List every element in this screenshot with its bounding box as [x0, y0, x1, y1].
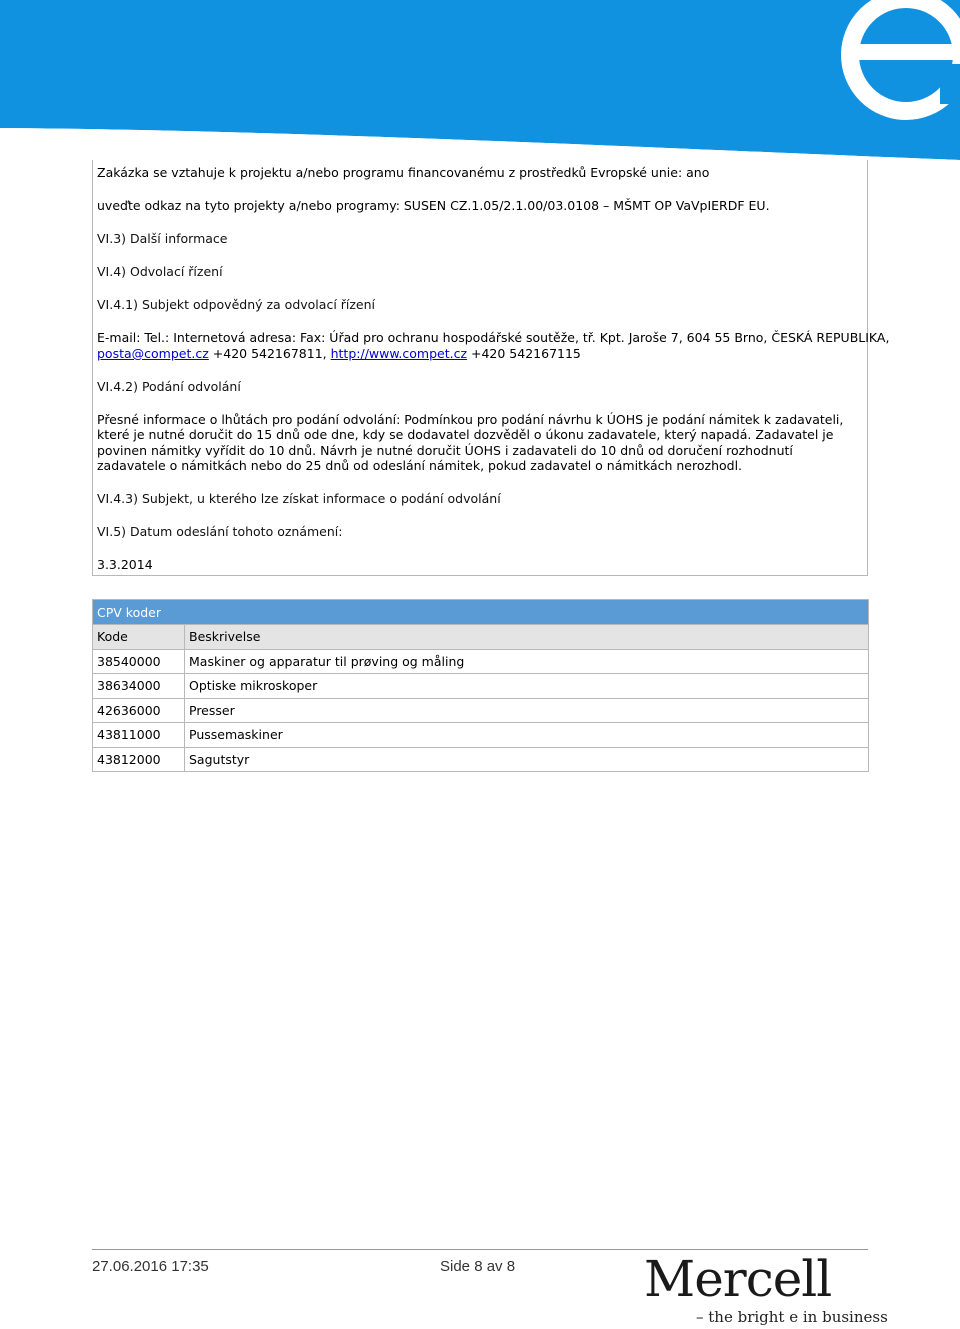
table-row [93, 674, 869, 699]
heading-vi41: VI.4.1) Subjekt odpovědný za odvolací řízení [97, 297, 376, 312]
contact-address-line: E-mail: Tel.: Internetová adresa: Fax: Úřad pro ochranu hospodářské soutěže, tř. Kpt. Jaroše 7, 604 55 Brno, ČESKÁ REPUBLIKA, [97, 330, 890, 345]
cpv-code-cell: 38634000 [93, 674, 185, 699]
cpv-title: CPV koder [93, 600, 869, 625]
cpv-desc-cell: Maskiner og apparatur til prøving og måling [185, 649, 869, 674]
contact-details-line [97, 346, 581, 361]
heading-vi42: VI.4.2) Podání odvolání [97, 379, 241, 394]
eu-reference-line: uveďte odkaz na tyto projekty a/nebo programy: SUSEN CZ.1.05/2.1.00/03.0108 – MŠMT OP VaVpIERDF EU. [97, 198, 770, 213]
heading-vi5: VI.5) Datum odeslání tohoto oznámení: [97, 524, 343, 539]
cpv-desc-cell: Optiske mikroskoper [185, 674, 869, 699]
contact-email-link[interactable]: posta@compet.cz [97, 346, 209, 361]
banner-graphic [0, 0, 960, 160]
heading-vi4: VI.4) Odvolací řízení [97, 264, 223, 279]
cpv-header-row [93, 625, 869, 650]
col-header-code: Kode [93, 625, 185, 650]
cpv-table [92, 599, 869, 772]
eu-project-line: Zakázka se vztahuje k projektu a/nebo programu financovanému z prostředků Evropské unie: ano [97, 165, 710, 180]
footer-page-number: Side 8 av 8 [440, 1258, 516, 1275]
logo-wordmark: Mercell [644, 1250, 832, 1308]
table-row [93, 747, 869, 772]
cpv-code-cell: 43811000 [93, 723, 185, 748]
heading-vi3: VI.3) Další informace [97, 231, 228, 246]
notice-section [92, 160, 890, 576]
cpv-desc-cell: Presser [185, 698, 869, 723]
mercell-logo [644, 1250, 888, 1328]
cpv-code-cell: 43812000 [93, 747, 185, 772]
col-header-description: Beskrivelse [185, 625, 869, 650]
cpv-code-cell: 38540000 [93, 649, 185, 674]
date-sent: 3.3.2014 [97, 557, 153, 572]
header-banner [0, 0, 960, 160]
contact-fax: +420 542167115 [467, 346, 581, 361]
cpv-desc-cell: Pussemaskiner [185, 723, 869, 748]
cpv-code-cell: 42636000 [93, 698, 185, 723]
cpv-title-row [93, 600, 869, 625]
table-row [93, 698, 869, 723]
contact-url-link[interactable]: http://www.compet.cz [330, 346, 468, 361]
table-row [93, 723, 869, 748]
contact-tel: +420 542167811, [208, 346, 331, 361]
logo-tagline: – the bright e in business [696, 1308, 888, 1326]
footer-timestamp: 27.06.2016 17:35 [92, 1258, 209, 1275]
cpv-desc-cell: Sagutstyr [185, 747, 869, 772]
appeal-paragraph: Přesné informace o lhůtách pro podání odvolání: Podmínkou pro podání návrhu k ÚOHS je podání námitek k zadavateli, které je nutné doručit do 15 dnů ode dne, kdy se dodavatel dozvěděl o úkonu zadavatele, který napadá. Zadavatel je povinen námitky vyřídit do 10 dnů. Návrh je nutné doručit ÚOHS i zadavateli do 10 dnů od doručení rozhodnutí zadavatele o námitkách nebo do 25 dnů od odeslání námitek, pokud zadavatel o námitkách nerozhodl. [97, 412, 844, 473]
heading-vi43: VI.4.3) Subjekt, u kterého lze získat informace o podání odvolání [97, 491, 501, 506]
table-row [93, 649, 869, 674]
